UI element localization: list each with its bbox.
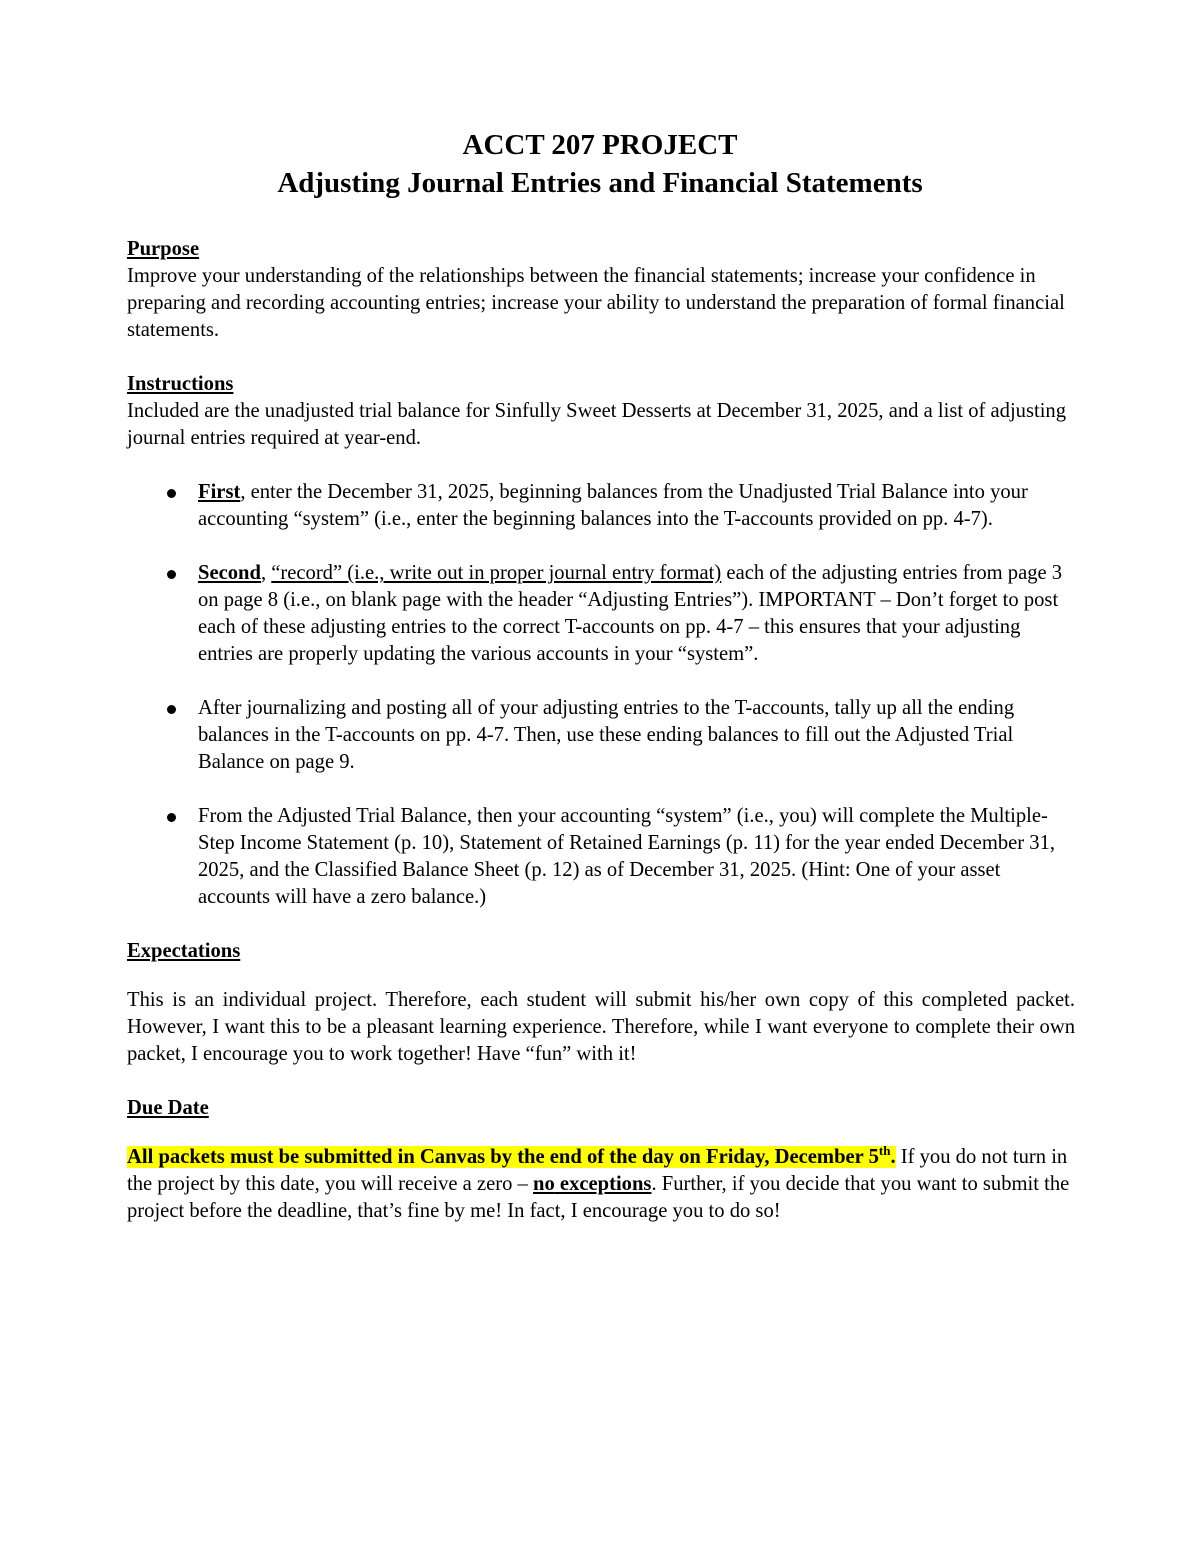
ordinal-suffix: th xyxy=(878,1143,891,1159)
due-date-section xyxy=(127,1095,1075,1225)
due-date-highlight-end: . xyxy=(890,1146,896,1168)
due-date-highlight xyxy=(127,1143,896,1168)
instructions-section xyxy=(127,371,1075,452)
expectations-text: This is an individual project. Therefore, each student will submit his/her own copy of this completed packet. However, I want this to be a pleasant learning experience. Therefore, while I want everyone to complete their own packet, I encourage you to work together! Have “fun” with it! xyxy=(127,989,1075,1065)
document-title: ACCT 207 PROJECT xyxy=(462,129,738,161)
bullet-icon xyxy=(167,705,176,714)
no-exceptions xyxy=(533,1173,651,1195)
document-subtitle: Adjusting Journal Entries and Financial Statements xyxy=(277,167,923,199)
document-body xyxy=(127,236,1075,1252)
bullet-separator: , xyxy=(260,562,272,584)
due-date-warning: If you do not turn in the project by this date, you will receive a zero – xyxy=(127,1146,1068,1195)
instructions-list xyxy=(127,479,1075,911)
due-date-heading: Due Date xyxy=(127,1097,209,1119)
bullet-lead: Second xyxy=(198,562,261,584)
purpose-heading: Purpose xyxy=(127,238,200,260)
exceptions-word: exceptions xyxy=(554,1173,652,1195)
purpose-section xyxy=(127,236,1075,344)
bullet-icon xyxy=(167,570,176,579)
due-date-highlight-text: All packets must be submitted in Canvas by the end of the day on Friday, December 5 xyxy=(127,1146,879,1168)
bullet-icon xyxy=(167,489,176,498)
bullet-lead: First xyxy=(198,481,241,503)
no-word: no xyxy=(533,1173,555,1195)
expectations-heading: Expectations xyxy=(127,940,241,962)
bullet-text: After journalizing and posting all of your adjusting entries to the T-accounts, tally up all the ending balances in the T-accounts on pp. 4-7. Then, use these ending balances to fill out the Adjusted Trial Balance on page 9. xyxy=(198,697,1015,773)
instructions-heading: Instructions xyxy=(127,373,234,395)
list-item xyxy=(127,803,1075,911)
due-date-text xyxy=(127,1144,1075,1225)
list-item xyxy=(127,560,1075,668)
bullet-text: each of the adjusting entries from page 3 on page 8 (i.e., on blank page with the header “Adjusting Entries”). IMPORTANT – Don’t forget to post each of these adjusting entries to the correct T-accounts on pp. 4-7 – this ensures that your adjusting entries are properly updating the various accounts in your “system”. xyxy=(198,562,1063,665)
instructions-intro: Included are the unadjusted trial balance for Sinfully Sweet Desserts at December 31, 2025, and a list of adjusting journal entries required at year-end. xyxy=(127,400,1067,449)
bullet-icon xyxy=(167,813,176,822)
bullet-underlined-text: “record” (i.e., write out in proper journal entry format) xyxy=(271,562,722,584)
list-item xyxy=(127,479,1075,533)
list-item xyxy=(127,695,1075,776)
bullet-text: From the Adjusted Trial Balance, then your accounting “system” (i.e., you) will complete the Multiple-Step Income Statement (p. 10), Statement of Retained Earnings (p. 11) for the year ended December 31, 2025, and the Classified Balance Sheet (p. 12) as of December 31, 2025. (Hint: One of your asset accounts will have a zero balance.) xyxy=(198,805,1056,908)
purpose-text: Improve your understanding of the relationships between the financial statements; increase your confidence in preparing and recording accounting entries; increase your ability to understand the preparation of formal financial statements. xyxy=(127,265,1065,341)
title-block xyxy=(0,126,1200,202)
bullet-text: , enter the December 31, 2025, beginning balances from the Unadjusted Trial Balance into your accounting “system” (i.e., enter the beginning balances into the T-accounts provided on pp. 4-7). xyxy=(198,481,1028,530)
due-date-closing: . Further, if you decide that you want to submit the project before the deadline, that’s fine by me! In fact, I encourage you to do so! xyxy=(127,1173,1070,1222)
expectations-section xyxy=(127,938,1075,1068)
